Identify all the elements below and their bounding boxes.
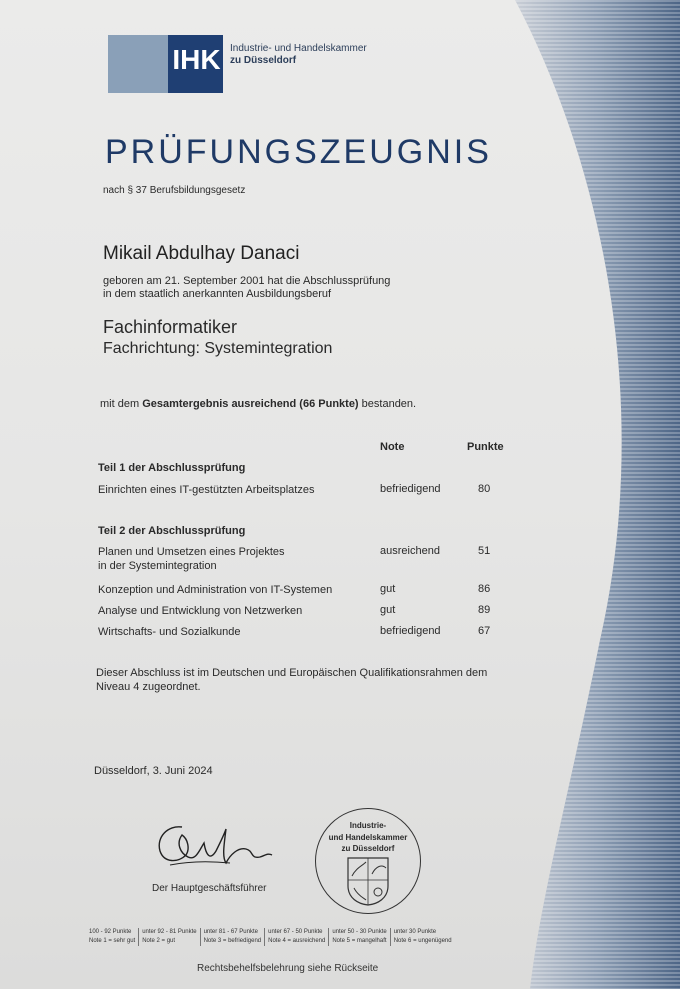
row-points: 86: [478, 583, 491, 595]
grade-scale-range: 100 - 92 Punkte: [89, 929, 132, 935]
signatory-title: Der Hauptgeschäftsführer: [152, 883, 267, 894]
row-grade: befriedigend: [380, 625, 441, 637]
grade-scale-range: unter 81 - 67 Punkte: [203, 929, 258, 935]
birth-statement-line1: geboren am 21. September 2001 hat die Abschlussprüfung: [103, 275, 391, 287]
grade-scale-entry: [86, 928, 138, 946]
column-header-note: Note: [380, 441, 405, 453]
overall-result: [100, 398, 416, 410]
grade-scale-grade: Note 6 = ungenügend: [393, 938, 452, 944]
row-subject: Wirtschafts- und Sozialkunde: [98, 626, 241, 638]
logo-org-line1: Industrie- und Handelskammer: [230, 43, 367, 54]
row-grade: gut: [380, 583, 396, 595]
qualification-statement-line2: Niveau 4 zugeordnet.: [96, 681, 201, 693]
row-grade: befriedigend: [380, 483, 441, 495]
result-prefix: mit dem: [100, 398, 143, 410]
seal-text-line3: zu Düsseldorf: [341, 844, 395, 853]
grade-scale-grade: Note 5 = mangelhaft: [332, 938, 387, 944]
grade-scale-entry: [264, 928, 328, 946]
birth-statement-line2: in dem staatlich anerkannten Ausbildungsberuf: [103, 288, 332, 300]
grade-scale-entry: [328, 928, 389, 946]
row-subject: Konzeption und Administration von IT-Systemen: [98, 584, 333, 596]
row-subject-line2: in der Systemintegration: [98, 560, 217, 572]
row-points: 51: [478, 545, 491, 557]
grade-scale-range: unter 67 - 50 Punkte: [268, 929, 323, 935]
result-suffix: bestanden.: [358, 398, 417, 410]
column-header-points: Punkte: [467, 441, 504, 453]
row-subject: Einrichten eines IT-gestützten Arbeitsplatzes: [98, 484, 315, 496]
certificate-title: PRÜFUNGSZEUGNIS: [105, 133, 492, 171]
candidate-name: Mikail Abdulhay Danaci: [103, 243, 300, 264]
grade-scale-entry: [138, 928, 199, 946]
grade-scale-entry: [200, 928, 265, 946]
signature-icon: [150, 815, 275, 875]
profession: Fachinformatiker: [103, 317, 238, 337]
exam-part1-heading: Teil 1 der Abschlussprüfung: [98, 462, 246, 474]
ihk-logo-mark: IHK: [172, 44, 221, 75]
seal-text-line2: und Handelskammer: [328, 833, 408, 842]
seal-text-line1: Industrie-: [349, 821, 387, 830]
logo-org-line2: zu Düsseldorf: [230, 55, 297, 66]
legal-remedy-notice: Rechtsbehelfsbelehrung siehe Rückseite: [197, 963, 379, 974]
exam-part2-heading: Teil 2 der Abschlussprüfung: [98, 525, 246, 537]
result-bold: Gesamtergebnis ausreichend (66 Punkte): [142, 398, 359, 410]
row-subject: Planen und Umsetzen eines Projektes: [98, 546, 285, 558]
grade-scale-range: unter 92 - 81 Punkte: [142, 929, 197, 935]
row-points: 67: [478, 625, 491, 637]
row-points: 80: [478, 483, 491, 495]
grade-scale-range: unter 30 Punkte: [393, 929, 437, 935]
legal-basis: nach § 37 Berufsbildungsgesetz: [103, 185, 246, 196]
row-grade: gut: [380, 604, 396, 616]
grade-scale-grade: Note 1 = sehr gut: [89, 938, 136, 944]
row-subject: Analyse und Entwicklung von Netzwerken: [98, 605, 303, 617]
grade-scale: [86, 928, 455, 946]
grade-scale-grade: Note 2 = gut: [142, 938, 176, 944]
coat-of-arms-icon: [346, 856, 390, 906]
grade-scale-grade: Note 4 = ausreichend: [268, 938, 326, 944]
row-grade: ausreichend: [380, 545, 440, 557]
official-seal: [315, 808, 421, 914]
place-and-date: Düsseldorf, 3. Juni 2024: [94, 765, 213, 777]
grade-scale-entry: [390, 928, 455, 946]
grade-scale-range: unter 50 - 30 Punkte: [332, 929, 387, 935]
qualification-statement-line1: Dieser Abschluss ist im Deutschen und Europäischen Qualifikationsrahmen dem: [96, 667, 488, 679]
profession-specialization: Fachrichtung: Systemintegration: [103, 340, 333, 357]
grade-scale-grade: Note 3 = befriedigend: [203, 938, 262, 944]
row-points: 89: [478, 604, 491, 616]
